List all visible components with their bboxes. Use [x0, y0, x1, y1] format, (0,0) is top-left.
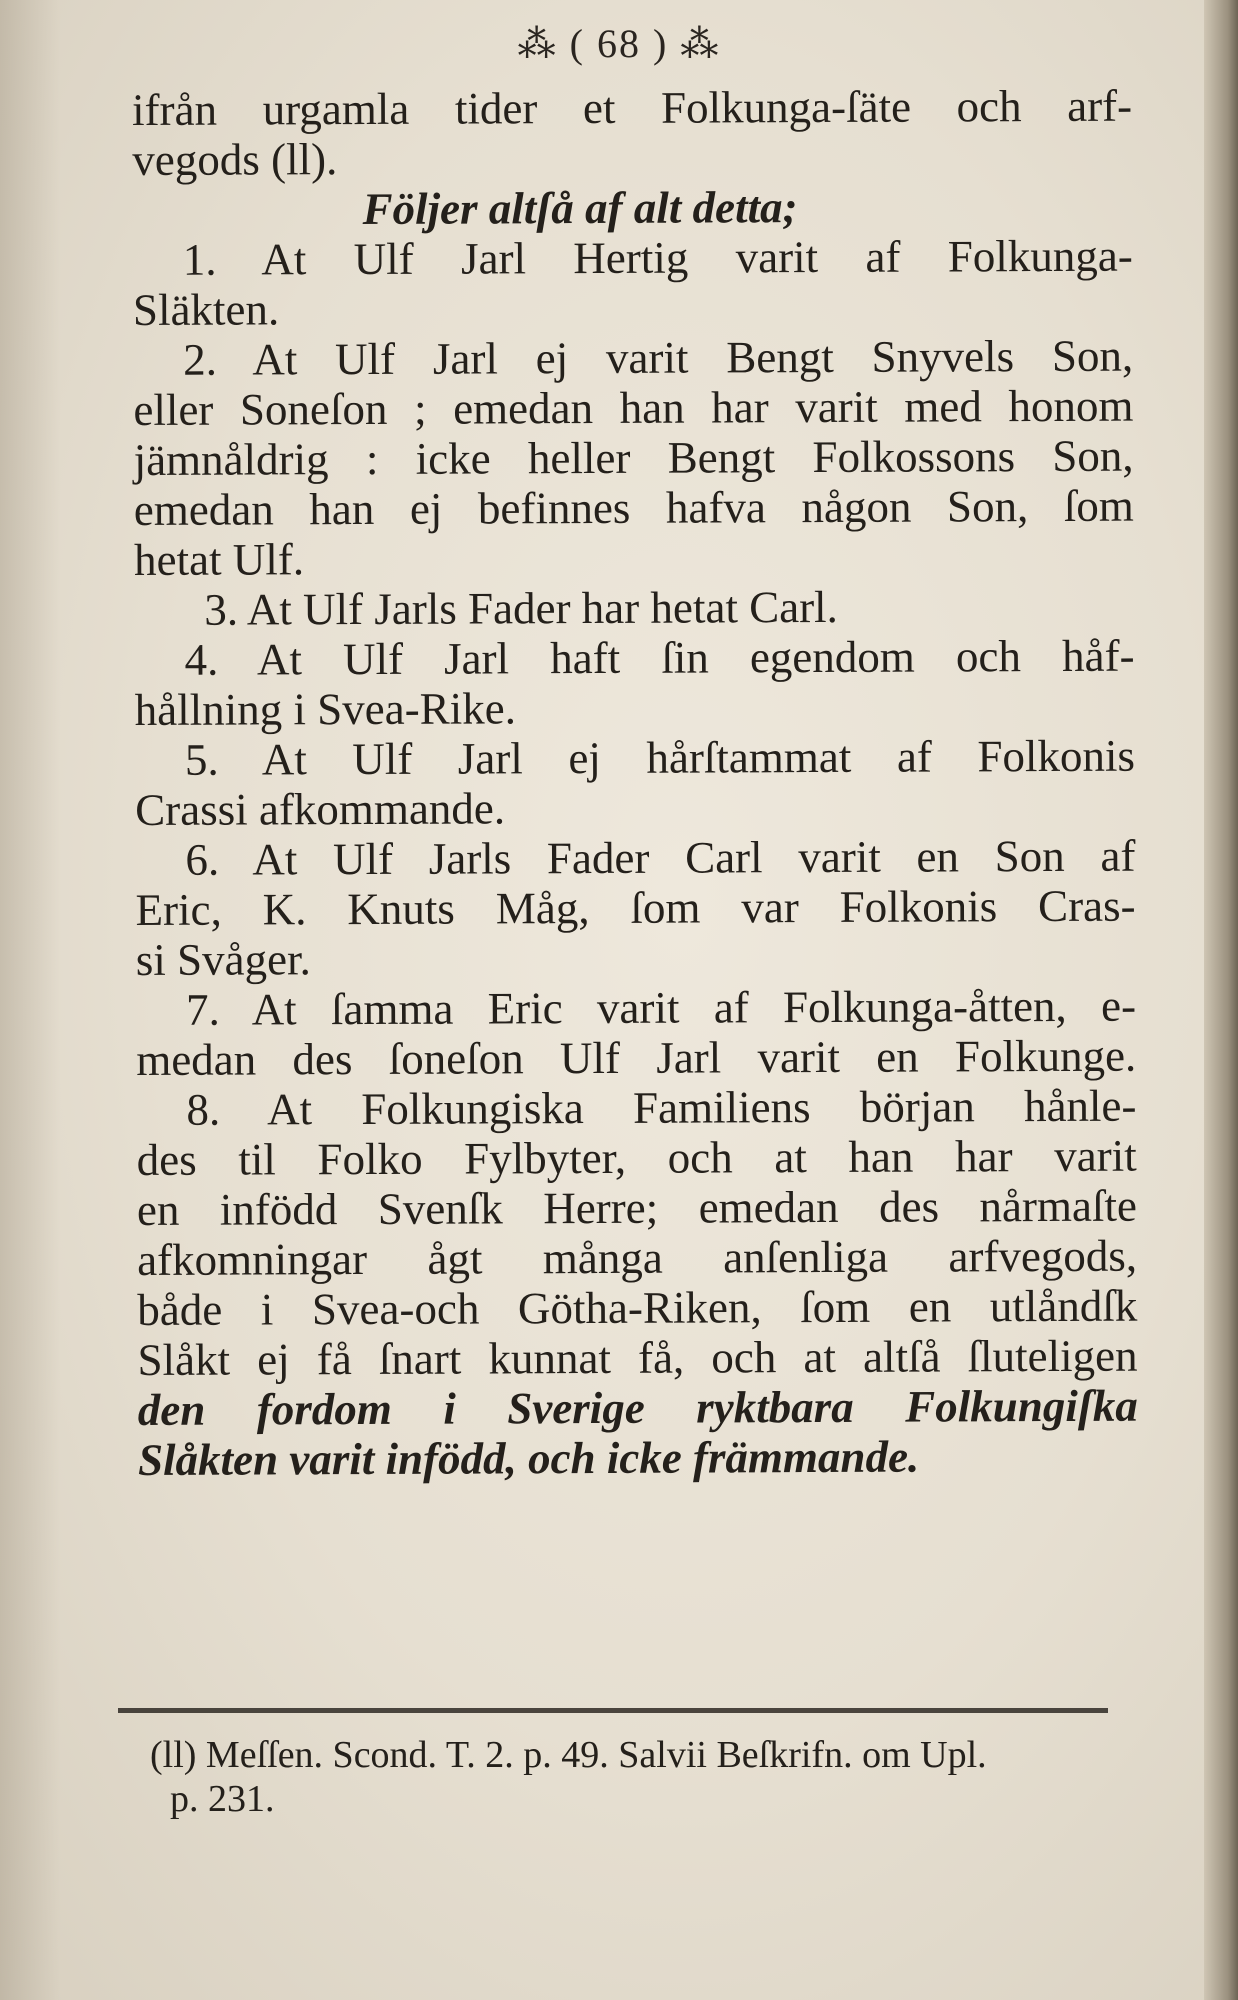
list-item: 8. At Folkungiska Familiens början hånle- — [186, 1080, 1137, 1135]
list-item: 1. At Ulf Jarl Hertig varit af Folkunga- — [182, 230, 1133, 285]
text-line: Släkten. — [132, 284, 280, 335]
text-line-italic: den fordom i Sverige ryktbara Folkungiſka — [137, 1380, 1138, 1435]
body-text — [132, 81, 1138, 1485]
text-line: eller Soneſon ; emedan han har varit med honom — [133, 380, 1134, 435]
text-line: hetat Ulf. — [133, 534, 305, 585]
text-line: medan des ſoneſon Ulf Jarl varit en Folkunge. — [136, 1030, 1137, 1085]
footnote-divider — [118, 1708, 1108, 1713]
text-line: ifrån urgamla tider et Folkunga-ſäte och arf- — [132, 80, 1133, 135]
footnote — [150, 1733, 1100, 1821]
section-heading: Följer altſå af alt detta; — [362, 182, 798, 234]
text-line: hållning i Svea-Rike. — [134, 683, 517, 735]
list-item: 6. At Ulf Jarls Fader Carl varit en Son af — [185, 830, 1136, 885]
footnote-line: (ll) Meſſen. Scond. T. 2. p. 49. Salvii Beſkrifn. om Upl. — [150, 1734, 987, 1776]
left-ornament-icon: ⁂ — [517, 24, 558, 66]
list-item: 4. At Ulf Jarl haft ſin egendom och håf- — [184, 630, 1135, 685]
text-line-italic: Slåkten varit infödd, och icke främmande. — [137, 1431, 920, 1485]
page-number: ( 68 ) — [569, 21, 669, 66]
text-line: si Svåger. — [135, 934, 311, 985]
list-item: 2. At Ulf Jarl ej varit Bengt Snyvels Son, — [183, 330, 1134, 385]
right-ornament-icon: ⁂ — [680, 24, 721, 66]
text-line: vegods (ll). — [132, 134, 338, 185]
text-line: Crassi afkommande. — [135, 783, 506, 835]
text-line: en infödd Svenſk Herre; emedan des nårmaſte — [136, 1180, 1138, 1235]
footnote-line: p. 231. — [170, 1778, 275, 1820]
page-left-shadow — [0, 0, 60, 2000]
text-line: Slåkt ej få ſnart kunnat få, och at altſå ſluteligen — [137, 1330, 1138, 1385]
page-right-edge — [1204, 0, 1238, 2000]
text-line: Eric, K. Knuts Måg, ſom var Folkonis Cras- — [135, 880, 1136, 935]
text-line: des til Folko Fylbyter, och at han har varit — [136, 1130, 1137, 1185]
text-line: både i Svea-och Götha-Riken, ſom en utlåndſk — [137, 1280, 1138, 1335]
page-header — [0, 20, 1238, 67]
list-item: 7. At ſamma Eric varit af Folkunga-åtten, e- — [185, 980, 1137, 1035]
text-line: afkomningar ågt många anſenliga arfvegods, — [137, 1230, 1138, 1285]
text-line: jämnåldrig : icke heller Bengt Folkossons Son, — [133, 430, 1134, 485]
text-line: emedan han ej befinnes hafva någon Son, ſom — [133, 480, 1134, 535]
list-item: 3. At Ulf Jarls Fader har hetat Carl. — [204, 581, 838, 635]
list-item: 5. At Ulf Jarl ej hårſtammat af Folkonis — [184, 730, 1136, 785]
